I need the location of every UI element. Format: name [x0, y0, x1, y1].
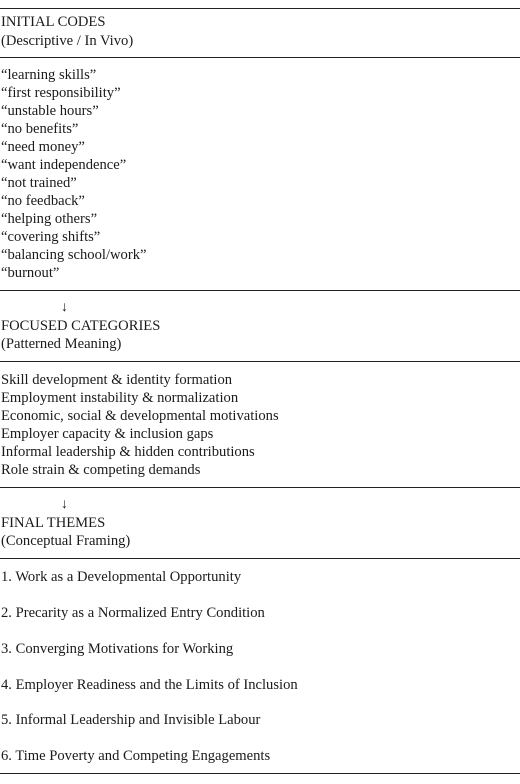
list-item: 4. Employer Readiness and the Limits of Inclusion — [1, 677, 298, 693]
initial-codes-subheading: (Descriptive / In Vivo) — [1, 33, 134, 49]
list-item: 3. Converging Motivations for Working — [1, 641, 234, 657]
final-themes-heading: FINAL THEMES — [1, 515, 106, 531]
rule-after-categories — [0, 487, 520, 488]
list-item: Informal leadership & hidden contributions — [1, 444, 255, 460]
final-themes-subheading: (Conceptual Framing) — [1, 533, 131, 549]
list-item: “burnout” — [1, 265, 60, 281]
list-item: 1. Work as a Developmental Opportunity — [1, 569, 242, 585]
list-item: Employer capacity & inclusion gaps — [1, 426, 214, 442]
rule-after-categories-heading — [0, 361, 520, 362]
rule-after-themes-heading — [0, 558, 520, 559]
list-item: “not trained” — [1, 175, 77, 191]
down-arrow-icon: ↓ — [61, 300, 68, 315]
list-item: “helping others” — [1, 211, 98, 227]
list-item: Employment instability & normalization — [1, 390, 239, 406]
rule-after-initial-codes — [0, 290, 520, 291]
list-item: “want independence” — [1, 157, 127, 173]
list-item: “no feedback” — [1, 193, 85, 209]
list-item: “no benefits” — [1, 121, 79, 137]
down-arrow-icon: ↓ — [61, 497, 68, 512]
list-item: “first responsibility” — [1, 85, 121, 101]
list-item: “balancing school/work” — [1, 247, 147, 263]
list-item: “unstable hours” — [1, 103, 99, 119]
list-item: Economic, social & developmental motivations — [1, 408, 279, 424]
focused-categories-subheading: (Patterned Meaning) — [1, 336, 122, 352]
list-item: 2. Precarity as a Normalized Entry Condition — [1, 605, 265, 621]
list-item: Skill development & identity formation — [1, 372, 233, 388]
rule-after-initial-heading — [0, 57, 520, 58]
focused-categories-heading: FOCUSED CATEGORIES — [1, 318, 161, 334]
initial-codes-heading: INITIAL CODES — [1, 14, 106, 30]
list-item: “learning skills” — [1, 67, 97, 83]
list-item: “covering shifts” — [1, 229, 101, 245]
list-item: “need money” — [1, 139, 85, 155]
bottom-rule — [0, 773, 520, 774]
list-item: 6. Time Poverty and Competing Engagements — [1, 748, 271, 764]
top-rule — [0, 8, 520, 9]
list-item: Role strain & competing demands — [1, 462, 201, 478]
list-item: 5. Informal Leadership and Invisible Labour — [1, 712, 261, 728]
